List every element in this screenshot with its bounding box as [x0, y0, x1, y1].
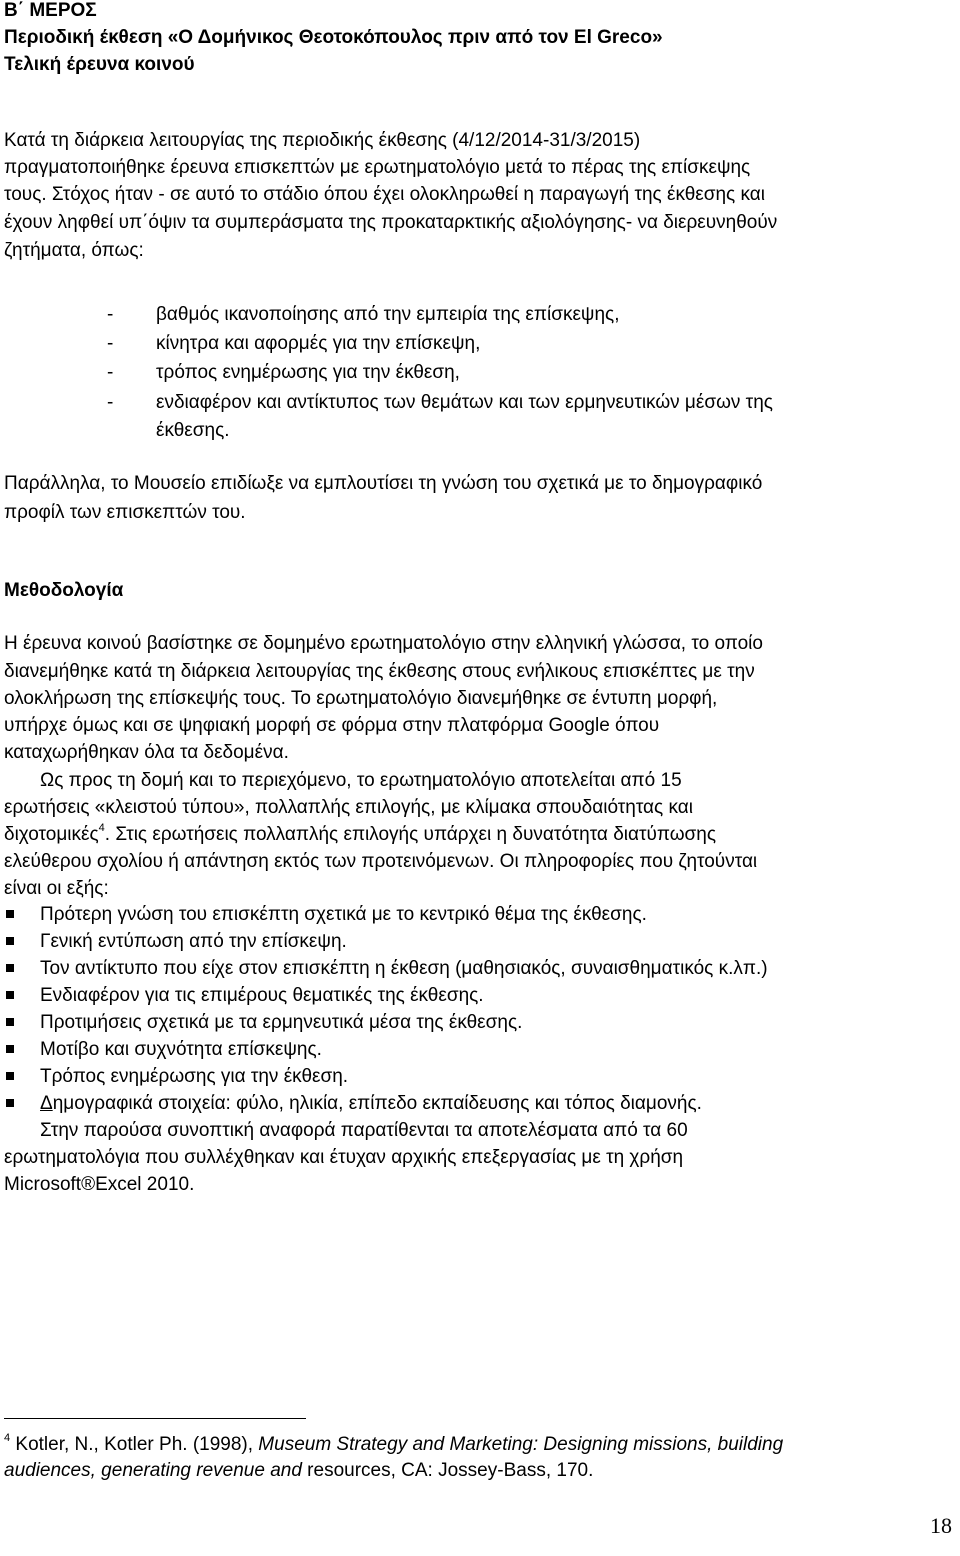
methodology-line: ολοκλήρωση της επίσκεψής τους. Το ερωτηματολόγιο διανεμήθηκε σε έντυπη μορφή, — [4, 688, 718, 709]
dash-marker: - — [107, 392, 114, 413]
square-bullet-icon — [6, 964, 14, 972]
intro-line: τους. Στόχος ήταν - σε αυτό το στάδιο όπου έχει ολοκληρωθεί η παραγωγή της έκθεσης και — [4, 184, 765, 205]
square-bullet-icon — [6, 1099, 14, 1107]
list-item: Προτιμήσεις σχετικά με τα ερμηνευτικά μέσα της έκθεσης. — [40, 1012, 523, 1033]
intro-line: έχουν ληφθεί υπ΄όψιν τα συμπεράσματα της προκαταρκτικής αξιολόγησης- να διερευνηθούν — [4, 212, 778, 233]
footnote-number: 4 — [4, 1432, 11, 1444]
dash-marker: - — [107, 304, 114, 325]
square-bullet-icon — [6, 1072, 14, 1080]
list-item: Τον αντίκτυπο που είχε στον επισκέπτη η έκθεση (μαθησιακός, συναισθηματικός κ.λπ.) — [40, 958, 768, 979]
paragraph-line: προφίλ των επισκεπτών του. — [4, 502, 246, 523]
footnote-ref: 4 — [98, 822, 105, 834]
list-item: Ενδιαφέρον για τις επιμέρους θεματικές της έκθεσης. — [40, 985, 484, 1006]
methodology-line: Ως προς τη δομή και το περιεχόμενο, το ερωτηματολόγιο αποτελείται από 15 — [40, 770, 682, 791]
square-bullet-icon — [6, 1045, 14, 1053]
closing-line: Microsoft®Excel 2010. — [4, 1174, 195, 1195]
square-bullet-icon — [6, 991, 14, 999]
methodology-line: διχοτομικές$^4$. Στις ερωτήσεις πολλαπλής επιλογής υπάρχει η δυνατότητα διατύπωσης — [4, 822, 716, 845]
methodology-line: υπήρχε όμως και σε ψηφιακή μορφή σε φόρμα στην πλατφόρμα Google όπου — [4, 715, 660, 736]
methodology-heading: Μεθοδολογία — [4, 580, 124, 601]
methodology-line: καταχωρήθηκαν όλα τα δεδομένα. — [4, 742, 289, 763]
exhibition-title: Περιοδική έκθεση «Ο Δομήνικος Θεοτοκόπουλος πριν από τον El Greco» — [4, 27, 663, 48]
survey-title: Τελική έρευνα κοινού — [4, 54, 195, 75]
methodology-line: διανεμήθηκε κατά τη διάρκεια λειτουργίας της έκθεσης στους ενήλικους επισκέπτες με την — [4, 661, 755, 682]
dash-marker: - — [107, 333, 114, 354]
list-item: κίνητρα και αφορμές για την επίσκεψη, — [156, 333, 481, 354]
list-item: Τρόπος ενημέρωσης για την έκθεση. — [40, 1066, 349, 1087]
square-bullet-icon — [6, 937, 14, 945]
methodology-line: είναι οι εξής: — [4, 878, 109, 899]
closing-line: Στην παρούσα συνοπτική αναφορά παρατίθενται τα αποτελέσματα από τα 60 — [40, 1120, 688, 1141]
square-bullet-icon — [6, 910, 14, 918]
footnote-separator — [4, 1418, 306, 1419]
list-item: Μοτίβο και συχνότητα επίσκεψης. — [40, 1039, 322, 1060]
list-item: Δημογραφικά στοιχεία: φύλο, ηλικία, επίπεδο εκπαίδευσης και τόπος διαμονής. — [40, 1093, 702, 1114]
footnote: $^4$ Kotler, N., Kotler Ph. (1998), Museum Strategy and Marketing: Designing missions, building — [4, 1432, 784, 1455]
footnote-continuation: audiences, generating revenue and resources, CA: Jossey-Bass, 170. — [4, 1460, 594, 1481]
closing-line: ερωτηματολόγια που συλλέχθηκαν και έτυχαν αρχικής επεξεργασίας με τη χρήση — [4, 1147, 684, 1168]
square-bullet-icon — [6, 1018, 14, 1026]
paragraph-line: Παράλληλα, το Μουσείο επιδίωξε να εμπλουτίσει τη γνώση του σχετικά με το δημογραφικό — [4, 473, 763, 494]
page-number: 18 — [930, 1513, 952, 1538]
dash-marker: - — [107, 362, 114, 383]
list-item: βαθμός ικανοποίησης από την εμπειρία της επίσκεψης, — [156, 304, 620, 325]
methodology-line: ερωτήσεις «κλειστού τύπου», πολλαπλής επιλογής, με κλίμακα σπουδαιότητας και — [4, 797, 693, 818]
list-item: τρόπος ενημέρωσης για την έκθεση, — [156, 362, 460, 383]
list-item: Πρότερη γνώση του επισκέπτη σχετικά με το κεντρικό θέμα της έκθεσης. — [40, 904, 647, 925]
methodology-line: ελεύθερου σχολίου ή απάντηση εκτός των προτεινόμενων. Οι πληροφορίες που ζητούνται — [4, 851, 758, 872]
list-item: ενδιαφέρον και αντίκτυπος των θεμάτων και των ερμηνευτικών μέσων της — [156, 392, 773, 413]
intro-line: ζητήματα, όπως: — [4, 240, 144, 261]
part-heading: Β΄ ΜΕΡΟΣ — [4, 0, 97, 21]
list-item-continuation: έκθεσης. — [156, 420, 230, 441]
methodology-line: Η έρευνα κοινού βασίστηκε σε δομημένο ερωτηματολόγιο στην ελληνική γλώσσα, το οποίο — [4, 633, 763, 654]
list-item: Γενική εντύπωση από την επίσκεψη. — [40, 931, 347, 952]
intro-line: πραγματοποιήθηκε έρευνα επισκεπτών με ερωτηματολόγιο μετά το πέρας της επίσκεψης — [4, 157, 751, 178]
intro-line: Κατά τη διάρκεια λειτουργίας της περιοδικής έκθεσης (4/12/2014-31/3/2015) — [4, 130, 641, 151]
